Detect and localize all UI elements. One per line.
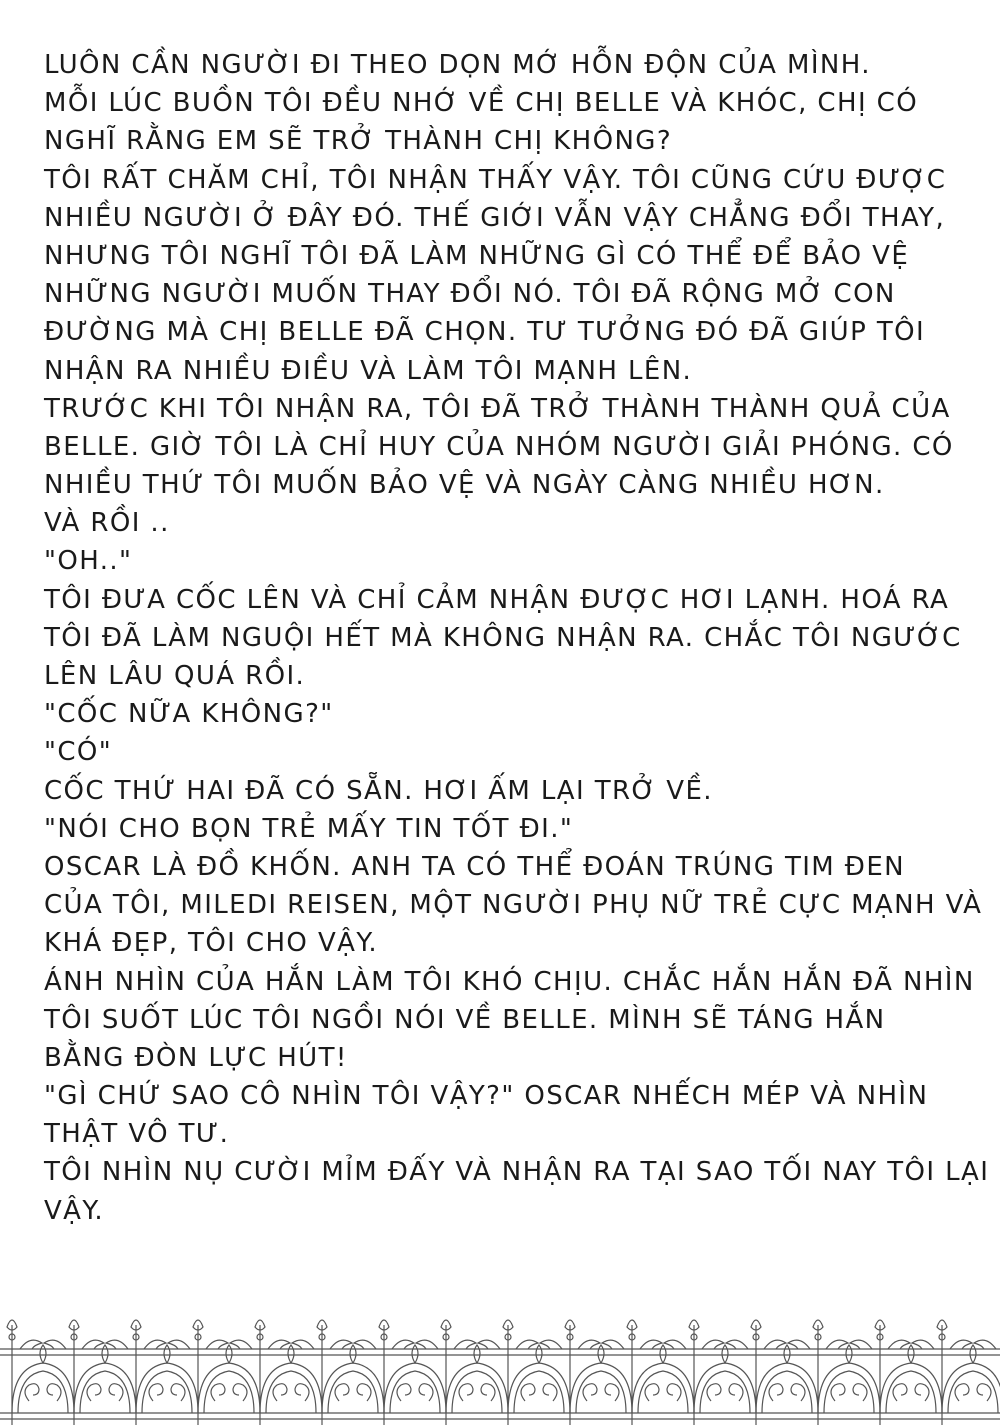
- text-line: KHÁ ĐẸP, TÔI CHO VẬY.: [44, 928, 378, 959]
- text-line: NHỮNG NGƯỜI MUỐN THAY ĐỔI NÓ. TÔI ĐÃ RỘNG MỞ CON: [44, 279, 896, 310]
- text-line: MỖI LÚC BUỒN TÔI ĐỀU NHỚ VỀ CHỊ BELLE VÀ KHÓC, CHỊ CÓ: [44, 88, 919, 119]
- text-line: "GÌ CHỨ SAO CÔ NHÌN TÔI VẬY?" OSCAR NHẾCH MÉP VÀ NHÌN: [44, 1081, 929, 1112]
- text-line: NHIỀU NGƯỜI Ở ĐÂY ĐÓ. THẾ GIỚI VẪN VẬY CHẲNG ĐỔI THAY,: [44, 202, 946, 233]
- text-line: TÔI ĐƯA CỐC LÊN VÀ CHỈ CẢM NHẬN ĐƯỢC HƠI LẠNH. HOÁ RA: [44, 584, 950, 615]
- text-line: TÔI RẤT CHĂM CHỈ, TÔI NHẬN THẤY VẬY. TÔI CŨNG CỨU ĐƯỢC: [44, 164, 947, 195]
- text-line: BELLE. GIỜ TÔI LÀ CHỈ HUY CỦA NHÓM NGƯỜI GIẢI PHÓNG. CÓ: [44, 431, 954, 462]
- text-line: "NÓI CHO BỌN TRẺ MẤY TIN TỐT ĐI.": [44, 813, 574, 844]
- text-line: LUÔN CẦN NGƯỜI ĐI THEO DỌN MỚ HỖN ĐỘN CỦA MÌNH.: [44, 50, 871, 80]
- text-line: ÁNH NHÌN CỦA HẮN LÀM TÔI KHÓ CHỊU. CHẮC HẮN HẮN ĐÃ NHÌN: [44, 966, 975, 997]
- text-line: NGHĨ RẰNG EM SẼ TRỞ THÀNH CHỊ KHÔNG?: [44, 126, 673, 157]
- text-line: VẬY.: [44, 1195, 105, 1226]
- text-line: TÔI SUỐT LÚC TÔI NGỒI NÓI VỀ BELLE. MÌNH SẼ TÁNG HẮN: [44, 1004, 886, 1035]
- story-text-block: [44, 46, 990, 1230]
- text-line: NHẬN RA NHIỀU ĐIỀU VÀ LÀM TÔI MẠNH LÊN.: [44, 355, 693, 386]
- text-line: BẰNG ĐÒN LỰC HÚT!: [44, 1042, 348, 1073]
- text-line: "OH..": [44, 546, 133, 577]
- text-line: "CỐC NỮA KHÔNG?": [44, 699, 334, 730]
- text-line: CỦA TÔI, MILEDI REISEN, MỘT NGƯỜI PHỤ NỮ TRẺ CỰC MẠNH VÀ: [44, 890, 983, 921]
- wrought-iron-fence-ornament-icon: [0, 1305, 1000, 1425]
- text-line: TÔI ĐÃ LÀM NGUỘI HẾT MÀ KHÔNG NHẬN RA. CHẮC TÔI NGƯỚC: [44, 622, 962, 653]
- text-line: TRƯỚC KHI TÔI NHẬN RA, TÔI ĐÃ TRỞ THÀNH THÀNH QUẢ CỦA: [44, 393, 951, 424]
- text-line: "CÓ": [44, 737, 113, 768]
- text-line: THẬT VÔ TƯ.: [44, 1119, 230, 1150]
- text-line: TÔI NHÌN NỤ CƯỜI MỈM ĐẤY VÀ NHẬN RA TẠI SAO TỐI NAY TÔI LẠI: [44, 1157, 990, 1188]
- text-line: OSCAR LÀ ĐỒ KHỐN. ANH TA CÓ THỂ ĐOÁN TRÚNG TIM ĐEN: [44, 851, 906, 882]
- text-line: CỐC THỨ HAI ĐÃ CÓ SẴN. HƠI ẤM LẠI TRỞ VỀ.: [44, 775, 713, 806]
- text-line: NHƯNG TÔI NGHĨ TÔI ĐÃ LÀM NHỮNG GÌ CÓ THỂ ĐỂ BẢO VỆ: [44, 240, 910, 271]
- text-line: ĐƯỜNG MÀ CHỊ BELLE ĐÃ CHỌN. TƯ TƯỞNG ĐÓ ĐÃ GIÚP TÔI: [44, 317, 926, 348]
- text-line: NHIỀU THỨ TÔI MUỐN BẢO VỆ VÀ NGÀY CÀNG NHIỀU HƠN.: [44, 470, 885, 501]
- text-line: LÊN LÂU QUÁ RỒI.: [44, 661, 306, 691]
- text-line: VÀ RỒI ..: [44, 508, 170, 539]
